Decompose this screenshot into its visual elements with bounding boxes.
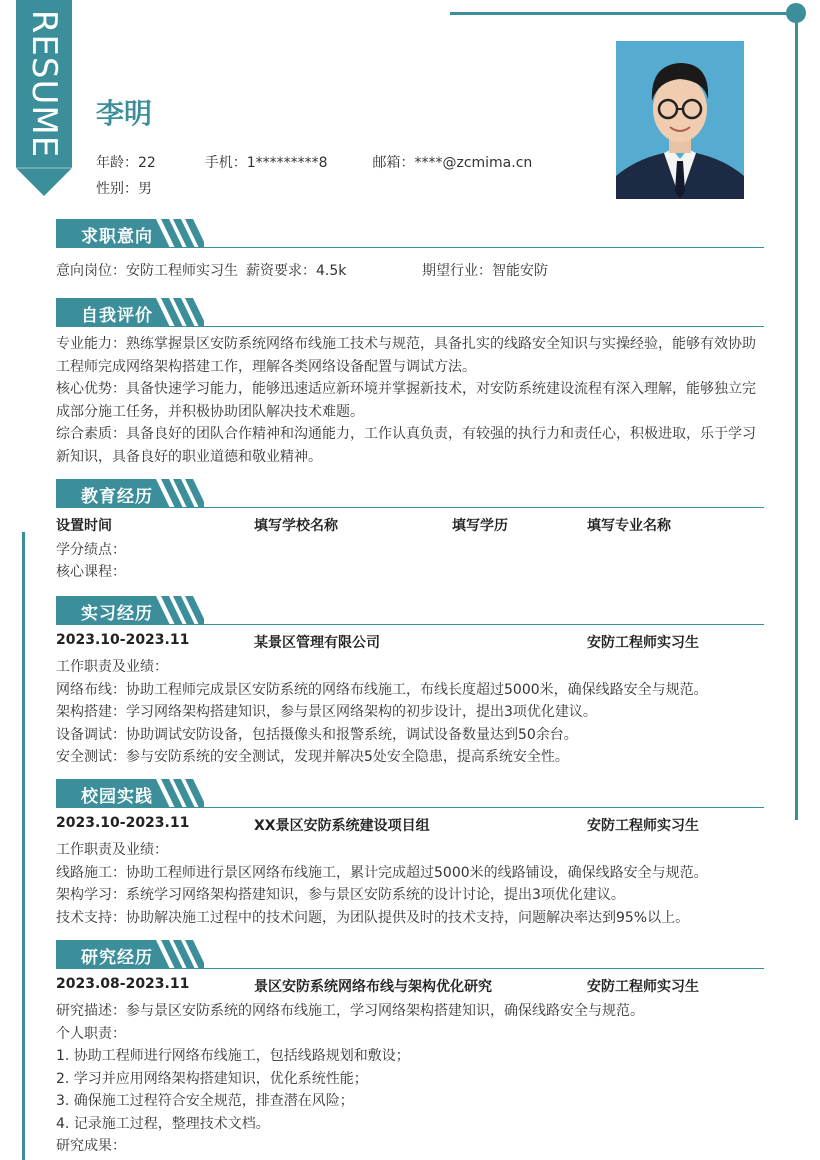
self-eval-paragraph: 专业能力：熟练掌握景区安防系统网络布线施工技术与规范，具备扎实的线路安全知识与实操经验，能够有效协助工程师完成网络架构搭建工作，理解各类网络设备配置与调试方法。 xyxy=(56,336,756,375)
internship-line: 网络布线：协助工程师完成景区安防系统的网络布线施工，布线长度超过5000米，确保线路安全与规范。 xyxy=(56,681,708,698)
gender-value: 男 xyxy=(138,181,152,197)
internship-line: 设备调试：协助调试安防设备，包括摄像头和报警系统，调试设备数量达到50余台。 xyxy=(56,726,578,743)
self-eval-body xyxy=(56,333,764,468)
research-org: 景区安防系统网络布线与架构优化研究 xyxy=(254,979,492,995)
internship-line: 安全测试：参与安防系统的安全测试，发现并解决5处安全隐患，提高系统安全性。 xyxy=(56,749,569,765)
internship-line: 架构搭建：学习网络架构搭建知识，参与景区网络架构的初步设计，提出3项优化建议。 xyxy=(56,704,597,720)
section-title-research: 研究经历 xyxy=(81,948,153,968)
email-value: ****@zcmima.cn xyxy=(414,155,533,171)
research-line: 3. 确保施工过程符合安全规范，排查潜在风险； xyxy=(56,1093,354,1109)
profile-photo xyxy=(616,41,744,199)
section-title-campus: 校园实践 xyxy=(81,787,153,807)
education-major: 填写专业名称 xyxy=(587,518,671,534)
campus-line: 工作职责及业绩： xyxy=(56,842,168,858)
campus-line: 架构学习：系统学习网络架构搭建知识，参与景区安防系统的设计讨论，提出3项优化建议。 xyxy=(56,887,625,903)
internship-date: 2023.10-2023.11 xyxy=(56,632,190,648)
section-header-campus xyxy=(56,779,764,809)
internship-row xyxy=(56,632,764,654)
phone-value: 1*********8 xyxy=(246,155,328,171)
section-title-intent: 求职意向 xyxy=(81,227,153,247)
intent-salary: 薪资要求：4.5k xyxy=(246,263,347,279)
email-label: 邮箱： xyxy=(372,155,415,171)
section-header-self-eval xyxy=(56,298,764,328)
internship-role: 安防工程师实习生 xyxy=(587,635,699,651)
campus-line: 技术支持：协助解决施工过程中的技术问题，为团队提供及时的技术支持，问题解决率达到95%以上。 xyxy=(56,909,690,926)
section-header-intent xyxy=(56,219,764,249)
age-value: 22 xyxy=(138,155,156,171)
candidate-name: 李明 xyxy=(96,97,153,130)
campus-body xyxy=(56,839,764,929)
research-line: 研究描述：参与景区安防系统的网络布线施工，学习网络架构搭建知识，确保线路安全与规范。 xyxy=(56,1003,644,1019)
info-row-gender xyxy=(96,178,152,198)
intent-industry: 期望行业：智能安防 xyxy=(422,263,548,279)
campus-role: 安防工程师实习生 xyxy=(587,818,699,834)
intent-position: 意向岗位：安防工程师实习生 xyxy=(56,263,238,279)
section-header-research xyxy=(56,940,764,970)
age-label: 年龄： xyxy=(96,155,138,171)
section-header-education xyxy=(56,479,764,509)
self-eval-paragraph: 核心优势：具备快速学习能力，能够迅速适应新环境并掌握新技术，对安防系统建设流程有深入理解，能够独立完成部分施工任务，并积极协助团队解决技术难题。 xyxy=(56,381,756,420)
campus-org: XX景区安防系统建设项目组 xyxy=(254,818,430,834)
education-courses: 核心课程： xyxy=(56,564,126,580)
education-time: 设置时间 xyxy=(56,518,112,534)
internship-org: 某景区管理有限公司 xyxy=(254,635,380,651)
section-title-internship: 实习经历 xyxy=(81,604,153,624)
section-title-education: 教育经历 xyxy=(81,487,153,507)
research-body xyxy=(56,1000,764,1158)
section-header-internship xyxy=(56,596,764,626)
campus-line: 线路施工：协助工程师进行景区网络布线施工，累计完成超过5000米的线路铺设，确保线路安全与规范。 xyxy=(56,864,708,881)
research-line: 2. 学习并应用网络架构搭建知识，优化系统性能； xyxy=(56,1070,368,1087)
research-row xyxy=(56,976,764,998)
research-line: 研究成果： xyxy=(56,1138,126,1154)
research-line: 个人职责： xyxy=(56,1025,126,1042)
education-gpa: 学分绩点： xyxy=(56,542,126,558)
campus-date: 2023.10-2023.11 xyxy=(56,815,190,831)
info-row-contact xyxy=(96,152,532,172)
left-border-line xyxy=(22,532,25,1160)
education-degree: 填写学历 xyxy=(452,518,508,534)
education-school: 填写学校名称 xyxy=(254,518,338,534)
research-line: 1. 协助工程师进行网络布线施工，包括线路规划和敷设； xyxy=(56,1048,410,1064)
campus-row xyxy=(56,815,764,837)
research-line: 4. 记录施工过程，整理技术文档。 xyxy=(56,1115,270,1132)
phone-label: 手机： xyxy=(204,155,247,171)
research-date: 2023.08-2023.11 xyxy=(56,976,190,992)
research-role: 安防工程师实习生 xyxy=(587,979,699,995)
internship-line: 工作职责及业绩： xyxy=(56,659,168,675)
internship-body xyxy=(56,656,764,769)
right-border-line xyxy=(795,13,798,820)
top-border-line xyxy=(450,12,796,15)
ribbon-text: RESUME xyxy=(24,9,64,159)
education-row xyxy=(56,515,764,537)
gender-label: 性别： xyxy=(96,181,138,197)
section-title-self-eval: 自我评价 xyxy=(81,306,153,326)
self-eval-paragraph: 综合素质：具备良好的团队合作精神和沟通能力，工作认真负责，有较强的执行力和责任心，积极进取，乐于学习新知识，具备良好的职业道德和敬业精神。 xyxy=(56,426,756,465)
